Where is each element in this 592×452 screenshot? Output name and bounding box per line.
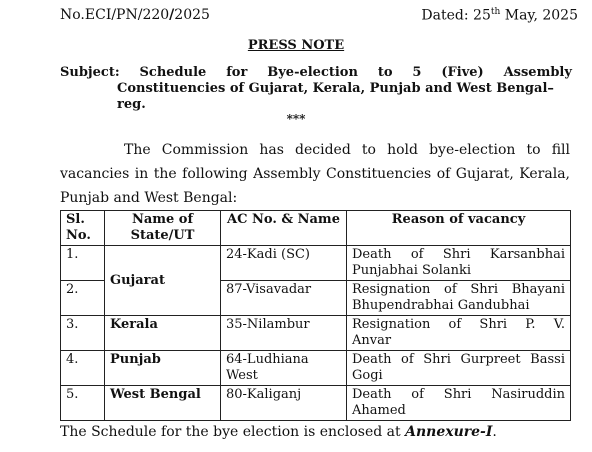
subject-word: Schedule <box>139 65 207 80</box>
subject-line-2: Constituencies of Gujarat, Kerala, Punjab and West Bengal– <box>117 81 554 96</box>
cell-ac: 64-Ludhiana West <box>221 351 347 386</box>
subject-word: to <box>377 65 393 80</box>
header-state: Name of State/UT <box>105 211 221 246</box>
subject-block <box>60 65 572 113</box>
subject-word: Assembly <box>503 65 572 80</box>
footer-sentence: The Schedule for the bye election is enclosed at Annexure-I. <box>60 424 497 440</box>
cell-reason: Death of Shri Nasiruddin Ahamed <box>347 386 571 421</box>
cell-sl: 5. <box>61 386 105 421</box>
subject-line-1 <box>60 65 572 81</box>
header-reason: Reason of vacancy <box>347 211 571 246</box>
cell-sl: 2. <box>61 281 105 316</box>
table-header-row <box>61 211 571 246</box>
vacancy-table <box>60 210 571 421</box>
cell-ac: 24-Kadi (SC) <box>221 246 347 281</box>
subject-word: for <box>226 65 248 80</box>
cell-sl: 3. <box>61 316 105 351</box>
subject-word: (Five) <box>441 65 484 80</box>
table-row <box>61 246 571 281</box>
reference-number: No.ECI/PN/220/2025 <box>60 7 210 23</box>
cell-ac: 35-Nilambur <box>221 316 347 351</box>
subject-label: Subject: <box>60 65 120 80</box>
cell-state: Gujarat <box>105 246 221 316</box>
table-row <box>61 351 571 386</box>
subject-word: 5 <box>412 65 422 80</box>
table-row <box>61 316 571 351</box>
cell-state: Kerala <box>105 316 221 351</box>
table-row <box>61 386 571 421</box>
header-ac: AC No. & Name <box>221 211 347 246</box>
cell-state: West Bengal <box>105 386 221 421</box>
cell-ac: 80-Kaliganj <box>221 386 347 421</box>
cell-reason: Resignation of Shri Bhayani Bhupendrabhai Gandubhai <box>347 281 571 316</box>
annexure-reference: Annexure-I <box>405 424 493 440</box>
press-note-date: Dated: 25th May, 2025 <box>421 7 578 24</box>
subject-word: Bye-election <box>267 65 358 80</box>
page-title: PRESS NOTE <box>247 38 345 53</box>
cell-reason: Death of Shri Gurpreet Bassi Gogi <box>347 351 571 386</box>
header-sl-no: Sl. No. <box>61 211 105 246</box>
cell-sl: 1. <box>61 246 105 281</box>
cell-state: Punjab <box>105 351 221 386</box>
intro-paragraph: The Commission has decided to hold bye-election to fill vacancies in the following Assembly Constituencies of Gujarat, Kerala, Punjab and West Bengal: <box>60 142 570 206</box>
cell-sl: 4. <box>61 351 105 386</box>
subject-line-3: reg. <box>117 97 146 112</box>
cell-ac: 87-Visavadar <box>221 281 347 316</box>
separator-stars: *** <box>286 112 306 126</box>
cell-reason: Resignation of Shri P. V. Anvar <box>347 316 571 351</box>
cell-reason: Death of Shri Karsanbhai Punjabhai Solanki <box>347 246 571 281</box>
